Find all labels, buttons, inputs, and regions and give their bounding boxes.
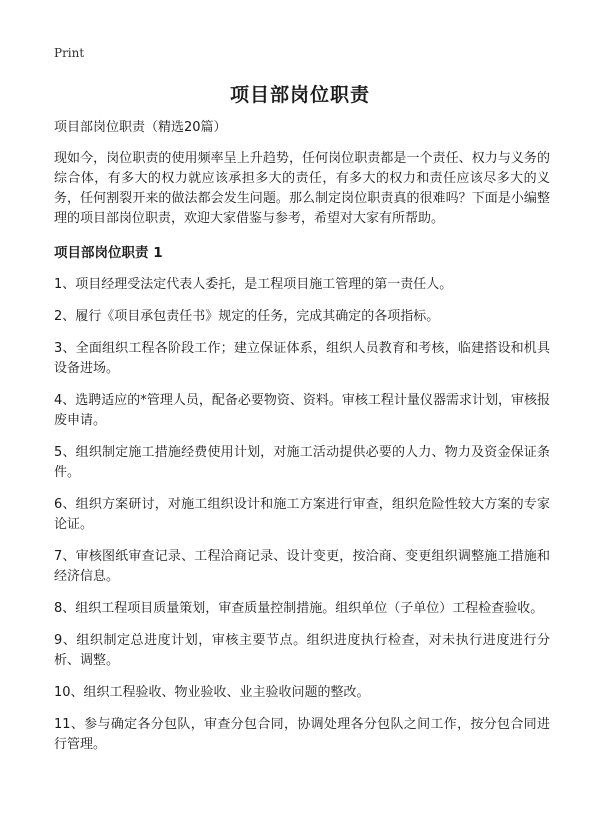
page-title: 项目部岗位职责 [229,84,370,106]
duty-list [54,275,550,755]
list-item: 5、组织制定施工措施经费使用计划，对施工活动提供必要的人力、物力及资金保证条件。 [54,445,550,480]
list-item: 9、组织制定总进度计划，审核主要节点。组织进度执行检查，对未执行进度进行分析、调整。 [54,633,550,668]
list-item: 10、组织工程验收、物业验收、业主验收问题的整改。 [54,685,370,700]
intro-paragraph: 现如今，岗位职责的使用频率呈上升趋势，任何岗位职责都是一个责任、权力与义务的综合体，有多大的权力就应该承担多大的责任，有多大的权力和责任应该尽多大的义务，任何割裂开来的做法都会发生问题。那么制定岗位职责真的很难吗？下面是小编整理的项目部岗位职责，欢迎大家借鉴与参考，希望对大家有所帮助。 [54,151,550,226]
list-item: 1、项目经理受法定代表人委托，是工程项目施工管理的第一责任人。 [54,277,453,292]
section-heading: 项目部岗位职责 1 [54,245,163,261]
print-link[interactable]: Print [54,46,85,60]
list-item: 7、审核图纸审查记录、工程洽商记录、设计变更，按洽商、变更组织调整施工措施和经济信息。 [54,549,550,584]
list-item: 11、参与确定各分包队，审查分包合同，协调处理各分包队之间工作，按分包合同进行管理。 [54,717,550,752]
list-item: 8、组织工程项目质量策划，审查质量控制措施。组织单位（子单位）工程检查验收。 [54,601,544,616]
list-item: 6、组织方案研讨，对施工组织设计和施工方案进行审查，组织危险性较大方案的专家论证。 [54,497,550,532]
list-item: 4、选聘适应的*管理人员，配备必要物资、资料。审核工程计量仪器需求计划，审核报废申请。 [54,393,550,428]
list-item: 3、全面组织工程各阶段工作；建立保证体系，组织人员教育和考核，临建搭设和机具设备进场。 [54,341,550,376]
list-item: 2、履行《项目承包责任书》规定的任务，完成其确定的各项指标。 [54,309,440,324]
article-body [54,118,550,767]
article-subtitle: 项目部岗位职责（精选20篇） [54,120,227,135]
